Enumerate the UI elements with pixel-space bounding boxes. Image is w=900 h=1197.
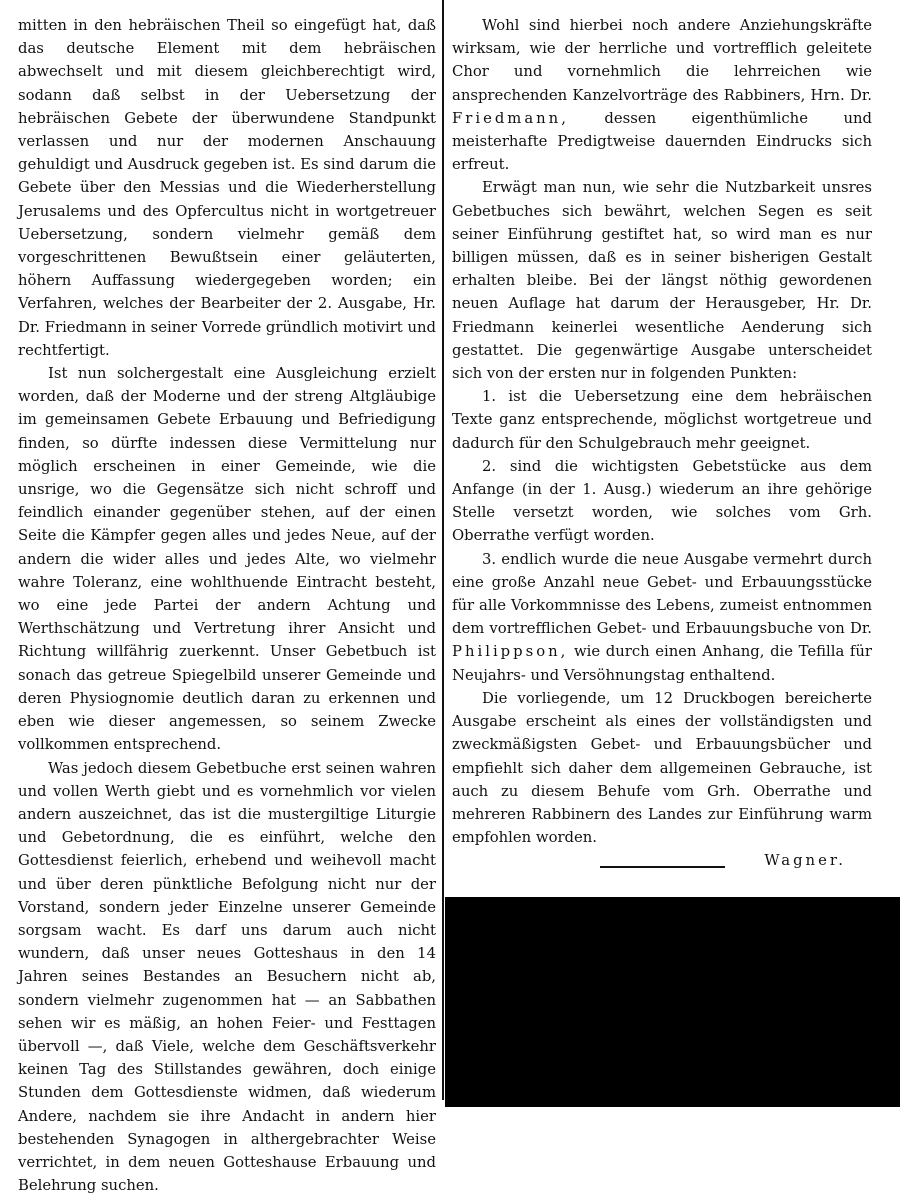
paragraph-reconciliation: Ist nun solchergestalt eine Ausgleichung erzielt worden, daß der Moderne und der streng Altgläubige im gemeinsamen Gebete Erbauung und Befriedigung finden, so dürfte indessen diese Vermittelung nur möglich erscheinen in einer Gemeinde, wie die unsrige, wo die Gegensätze sich nicht schroff und feindlich einander gegenüber stehen, auf der einen Seite die Kämpfer gegen alles und jedes Neue, auf der andern die wider alles und jedes Alte, wo vielmehr wahre Toleranz, eine wohlthuende Eintracht besteht, wo eine jede Partei der andern Achtung und Werthschätzung und Vertretung ihrer Ansicht und Richtung willfährig zuerkennt. Unser Gebetbuch ist sonach das getreue Spiegelbild unserer Gemeinde und deren Physiognomie deutlich daran zu erkennen und eben wie dieser angemessen, so seinem Zwecke vollkommen entsprechend. [18,362,436,756]
scan-black-area [445,897,900,1107]
paragraph-liturgy: Was jedoch diesem Gebetbuche erst seinen wahren und vollen Werth giebt und es vornehmlich vor vielen andern auszeichnet, das ist die mustergiltige Liturgie und Gebetordnung, die es einführt, welche den Gottesdienst feierlich, erhebend und weihevoll macht und über deren pünktliche Befolgung nicht nur der Vorstand, sondern jeder Einzelne unserer Gemeinde sorgsam wacht. Es darf uns darum auch nicht wundern, daß unser neues Gotteshaus in den 14 Jahren seines Bestandes an Besuchern nicht ab, sondern vielmehr zugenommen hat — an Sabbathen sehen wir es mäßig, an hohen Feier- und Festtagen übervoll —, daß Viele, welche dem Geschäftsverkehr keinen Tag des Stillstandes gewähren, doch einige Stunden dem Gottesdienste widmen, daß wiederum Andere, nachdem sie ihre Andacht in andern hier bestehenden Synagogen in althergebrachter Weise verrichtet, in dem neuen Gotteshause Erbauung und Belehrung suchen. [18,757,436,1197]
column-divider [442,0,444,1100]
paragraph-new-edition: Erwägt man nun, wie sehr die Nutzbarkeit unsres Gebetbuches sich bewährt, welchen Segen es seit seiner Einführung gestiftet hat, so wird man es nur billigen müssen, daß es in seiner bisherigen Gestalt erhalten bleibe. Bei der längst nöthig gewordenen neuen Auflage hat darum der Herausgeber, Hr. Dr. Friedmann keinerlei wesentliche Aenderung sich gestattet. Die gegenwärtige Ausgabe unterscheidet sich von der ersten nur in folgenden Punkten: [452,176,872,385]
list-item-2: 2. sind die wichtigsten Gebetstücke aus dem Anfange (in der 1. Ausg.) wiederum an ihre gehörige Stelle versetzt worden, wie solches vom Grh. Oberrathe verfügt worden. [452,455,872,548]
text-segment: wie durch einen Anhang, die Tefilla für Neujahrs- und Versöhnungstag enthaltend. [452,643,872,683]
right-column [452,0,872,873]
author-signature: Wagner. [452,849,872,872]
text-segment: Wohl sind hierbei noch andere Anziehungskräfte wirksam, wie der herrliche und vortrefflich geleitete Chor und vornehmlich die lehrreichen wie ansprechenden Kanzelvorträge des Rabbiners, Hrn. Dr. [452,17,872,104]
paragraph-recommendation: Die vorliegende, um 12 Druckbogen bereicherte Ausgabe erscheint als eines der vollständigsten und zweckmäßigsten Gebet- und Erbauungsbücher und empfiehlt sich daher dem allgemeinen Gebrauche, ist auch zu diesem Behufe vom Grh. Oberrathe und mehreren Rabbinern des Landes zur Einführung warm empfohlen worden. [452,687,872,849]
name-philippson: Philippson, [452,643,568,660]
paragraph-prayer-translation: mitten in den hebräischen Theil so eingefügt hat, daß das deutsche Element mit dem hebräischen abwechselt und mit diesem gleichberechtigt wird, sodann daß selbst in der Uebersetzung der hebräischen Gebete der überwundene Standpunkt verlassen und nur der modernen Anschauung gehuldigt und Ausdruck gegeben ist. Es sind darum die Gebete über den Messias und die Wiederherstellung Jerusalems und des Opfercultus nicht in wortgetreuer Uebersetzung, sondern vielmehr gemäß dem vorgeschrittenen Bewußtsein einer geläuterten, höhern Auffassung wiedergegeben worden; ein Verfahren, welches der Bearbeiter der 2. Ausgabe, Hr. Dr. Friedmann in seiner Vorrede gründlich motivirt und rechtfertigt. [18,14,436,362]
name-friedmann: Friedmann, [452,110,569,127]
end-rule [600,866,725,868]
text-segment: 3. endlich wurde die neue Ausgabe vermehrt durch eine große Anzahl neue Gebet- und Erbauungsstücke für alle Vorkommnisse des Lebens, zumeist entnommen dem vortrefflichen Gebet- und Erbauungsbuche von Dr. [452,551,872,638]
text-segment: dessen eigenthümliche und meisterhafte Predigtweise dauernden Eindrucks sich erfreut. [452,110,872,173]
left-column [18,0,436,1197]
list-item-3 [452,548,872,687]
paragraph-choir-rabbi [452,14,872,176]
list-item-1: 1. ist die Uebersetzung eine dem hebräischen Texte ganz entsprechende, möglichst wortgetreue und dadurch für den Schulgebrauch mehr geeignet. [452,385,872,455]
